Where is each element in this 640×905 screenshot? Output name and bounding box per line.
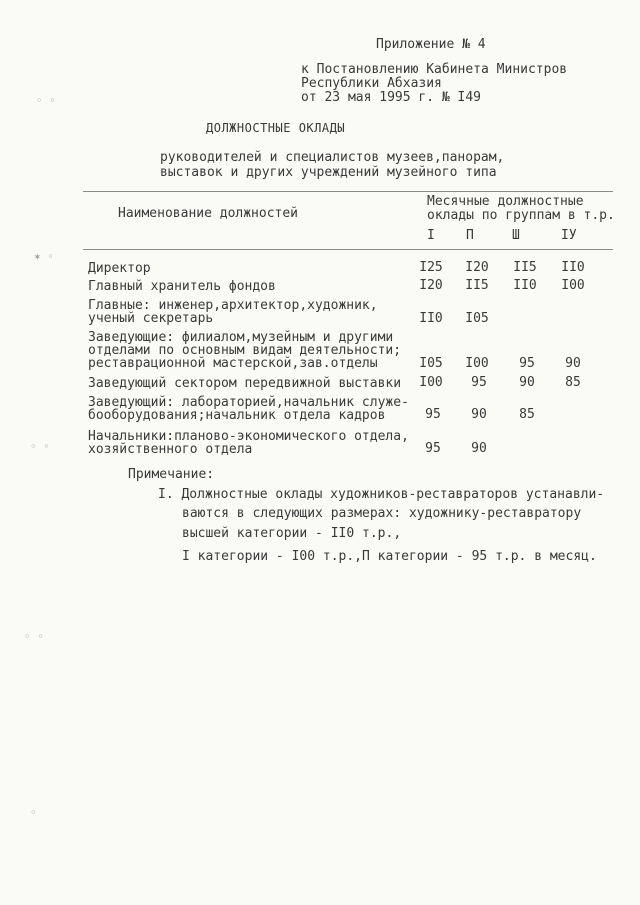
position-name: Главный хранитель фондов xyxy=(88,279,276,294)
note-line: I категории - I00 т.р.,П категории - 95 т.р. в месяц. xyxy=(182,549,597,564)
document-title: ДОЛЖНОСТНЫЕ ОКЛАДЫ xyxy=(206,121,346,135)
table-header-rule xyxy=(83,249,613,250)
salary-cell: II0 xyxy=(561,260,585,275)
note-title: Примечание: xyxy=(128,467,215,482)
group-header-3: Ш xyxy=(512,228,520,243)
group-header-2: П xyxy=(466,228,474,243)
margin-smudge: ◦ xyxy=(30,806,37,819)
margin-smudge: ◦ ◦ xyxy=(24,630,44,643)
salary-cell: II0 xyxy=(419,311,443,326)
salary-cell: I20 xyxy=(465,260,489,275)
salary-cell: II5 xyxy=(465,278,489,293)
resolution-line-2: Республики Абхазия xyxy=(301,76,442,91)
column-header-positions: Наименование должностей xyxy=(118,206,299,221)
appendix-number: Приложение № 4 xyxy=(376,37,486,52)
margin-smudge: ◦ ◦ xyxy=(36,94,56,107)
salary-cell: II5 xyxy=(513,260,537,275)
margin-smudge: ◦ ◦ xyxy=(30,440,50,453)
salary-cell: 90 xyxy=(471,407,487,422)
position-name: Главные: инженер,архитектор,художник, ученый секретарь xyxy=(88,298,378,326)
column-header-salary-groups: Месячные должностные оклады по группам в т.р. xyxy=(427,194,615,223)
resolution-date: от 23 мая 1995 г. № I49 xyxy=(301,90,482,105)
salary-cell: 95 xyxy=(425,441,441,456)
salary-cell: I25 xyxy=(419,260,443,275)
position-name: Директор xyxy=(88,261,151,276)
table-top-rule xyxy=(83,191,613,192)
salary-cell: I20 xyxy=(419,278,443,293)
salary-cell: I05 xyxy=(465,311,489,326)
salary-cell: 95 xyxy=(519,356,535,371)
salary-cell: 95 xyxy=(471,375,487,390)
note-line: I. Должностные оклады художников-реставраторов устанавли- xyxy=(158,487,605,502)
salary-cell: I05 xyxy=(419,356,443,371)
salary-cell: 85 xyxy=(519,407,535,422)
margin-smudge: ✶ ◦ xyxy=(34,250,54,263)
salary-cell: I00 xyxy=(465,356,489,371)
salary-cell: II0 xyxy=(513,278,537,293)
salary-cell: 90 xyxy=(471,441,487,456)
group-header-1: I xyxy=(427,228,435,243)
note-line: ваются в следующих размерах: художнику-реставратору xyxy=(182,506,582,521)
resolution-line-1: к Постановлению Кабинета Министров xyxy=(301,62,568,77)
position-name: Заведующий сектором передвижной выставки xyxy=(88,376,402,391)
salary-cell: 85 xyxy=(565,375,581,390)
salary-cell: I00 xyxy=(419,375,443,390)
note-line: высшей категории - II0 т.р., xyxy=(182,526,402,541)
salary-cell: 90 xyxy=(565,356,581,371)
position-name: Начальники:планово-экономического отдела, хозяйственного отдела xyxy=(88,429,409,457)
position-name: Заведующие: филиалом,музейным и другими отделами по основным видам деятельности; реставрационной мастерской,зав.отделы xyxy=(88,330,402,371)
group-header-4: IУ xyxy=(561,228,577,243)
salary-cell: 90 xyxy=(519,375,535,390)
salary-cell: I00 xyxy=(561,278,585,293)
salary-cell: 95 xyxy=(425,407,441,422)
position-name: Заведующий: лабораторией,начальник служе- бооборудования;начальник отдела кадров xyxy=(88,395,409,423)
document-subtitle: руководителей и специалистов музеев,панорам, выставок и других учреждений музейного типа xyxy=(160,150,505,180)
